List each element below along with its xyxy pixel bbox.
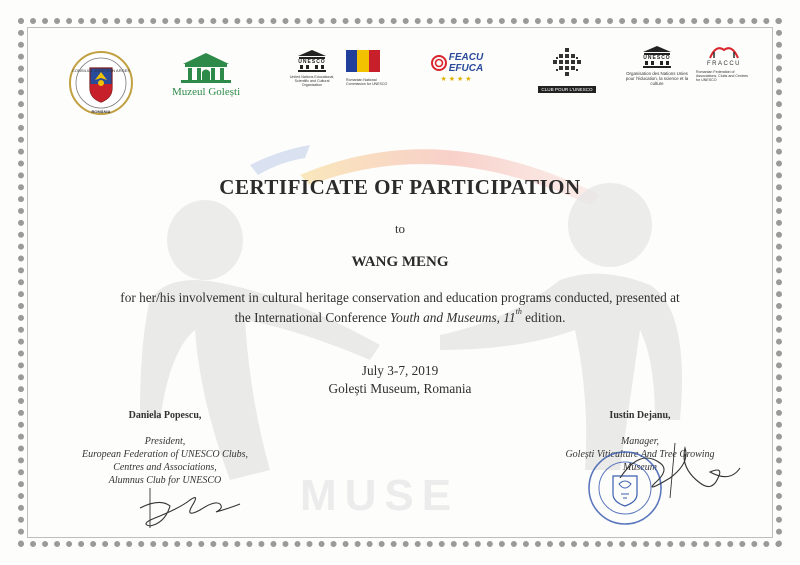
signature-left-scribble — [120, 478, 270, 533]
fraccu-caption: Romanian Federation of Associations, Clubs and Centres for UNESCO — [696, 70, 748, 83]
to-label: to — [394, 221, 406, 236]
unesco-caption: United Nations Educational, Scientific and Cultural Organization — [289, 75, 335, 88]
signatory-left — [60, 410, 270, 487]
unesco-romania-logo — [284, 48, 394, 88]
feacu-swirl-icon — [431, 55, 447, 71]
unesco-fr-caption: Organisation des Nations Unies pour l'éducation, la science et la culture — [625, 71, 689, 86]
county-council-ring-text: CONSILIUL JUDEȚEAN ARGEȘ — [71, 68, 131, 73]
feacu-efuca-logo — [422, 52, 492, 83]
museum-building-icon — [173, 50, 239, 84]
event-place: Golești Museum, Romania — [328, 381, 472, 396]
club-unesco-logo — [534, 46, 600, 93]
unesco-wordmark: UNESCO — [298, 59, 326, 65]
signatory-left-role-line: Alumnus Club for UNESCO — [108, 475, 222, 486]
event-date: July 3-7, 2019 — [361, 363, 439, 378]
signatory-left-role-line: Centres and Associations, — [113, 462, 217, 473]
county-council-bottom-text: ROMÂNIA — [91, 109, 111, 114]
unesco-fr-wordmark: UNESCO — [643, 55, 671, 61]
certificate-title: CERTIFICATE OF PARTICIPATION — [219, 175, 581, 199]
line2-suffix: edition. — [521, 310, 566, 325]
signatory-right-role-line: Golești Viticulture And Tree Growing — [565, 449, 715, 460]
signature-right-scribble — [600, 438, 750, 508]
participation-description-line2 — [0, 307, 800, 326]
club-diamond-pattern-icon — [549, 46, 585, 84]
participation-description-line1: for her/his involvement in cultural heritage conservation and education programs conducted, presented at — [120, 290, 680, 305]
recipient-name: WANG MENG — [351, 254, 449, 270]
muzeul-golesti-logo — [172, 50, 240, 98]
feacu-line1: FEACU — [448, 52, 484, 63]
signatory-right-role-line: Museum — [623, 462, 657, 473]
feacu-stars-icon: ★★★★ — [440, 75, 474, 83]
feacu-line2: EFUCA — [448, 63, 484, 74]
muzeul-golesti-label: Muzeul Golești — [172, 86, 241, 98]
logo-strip — [60, 44, 760, 124]
line2-prefix: the International Conference — [234, 310, 387, 325]
fraccu-wordmark: FRACCU — [707, 61, 741, 67]
romanian-commission-caption: Romanian National Commission for UNESCO — [346, 78, 388, 87]
unesco-french-logo — [622, 44, 692, 86]
signatory-left-role-line: European Federation of UNESCO Clubs, — [81, 449, 248, 460]
county-council-logo — [68, 50, 134, 114]
fraccu-arch-icon — [706, 42, 742, 60]
county-council-emblem-icon — [68, 50, 134, 116]
event-name: Youth and Museums, 11th — [390, 307, 522, 325]
signatory-right-role-line: Manager, — [620, 436, 660, 447]
signatory-right-name: Iustin Dejanu, — [609, 410, 671, 421]
romanian-flag-icon — [346, 50, 380, 72]
signatory-left-name: Daniela Popescu, — [128, 410, 202, 421]
signatory-left-role-line: President, — [144, 436, 186, 447]
club-unesco-label: CLUB POUR L'UNESCO — [538, 86, 595, 93]
museum-watermark-text: MUSE — [300, 471, 460, 520]
fraccu-logo — [696, 42, 752, 83]
